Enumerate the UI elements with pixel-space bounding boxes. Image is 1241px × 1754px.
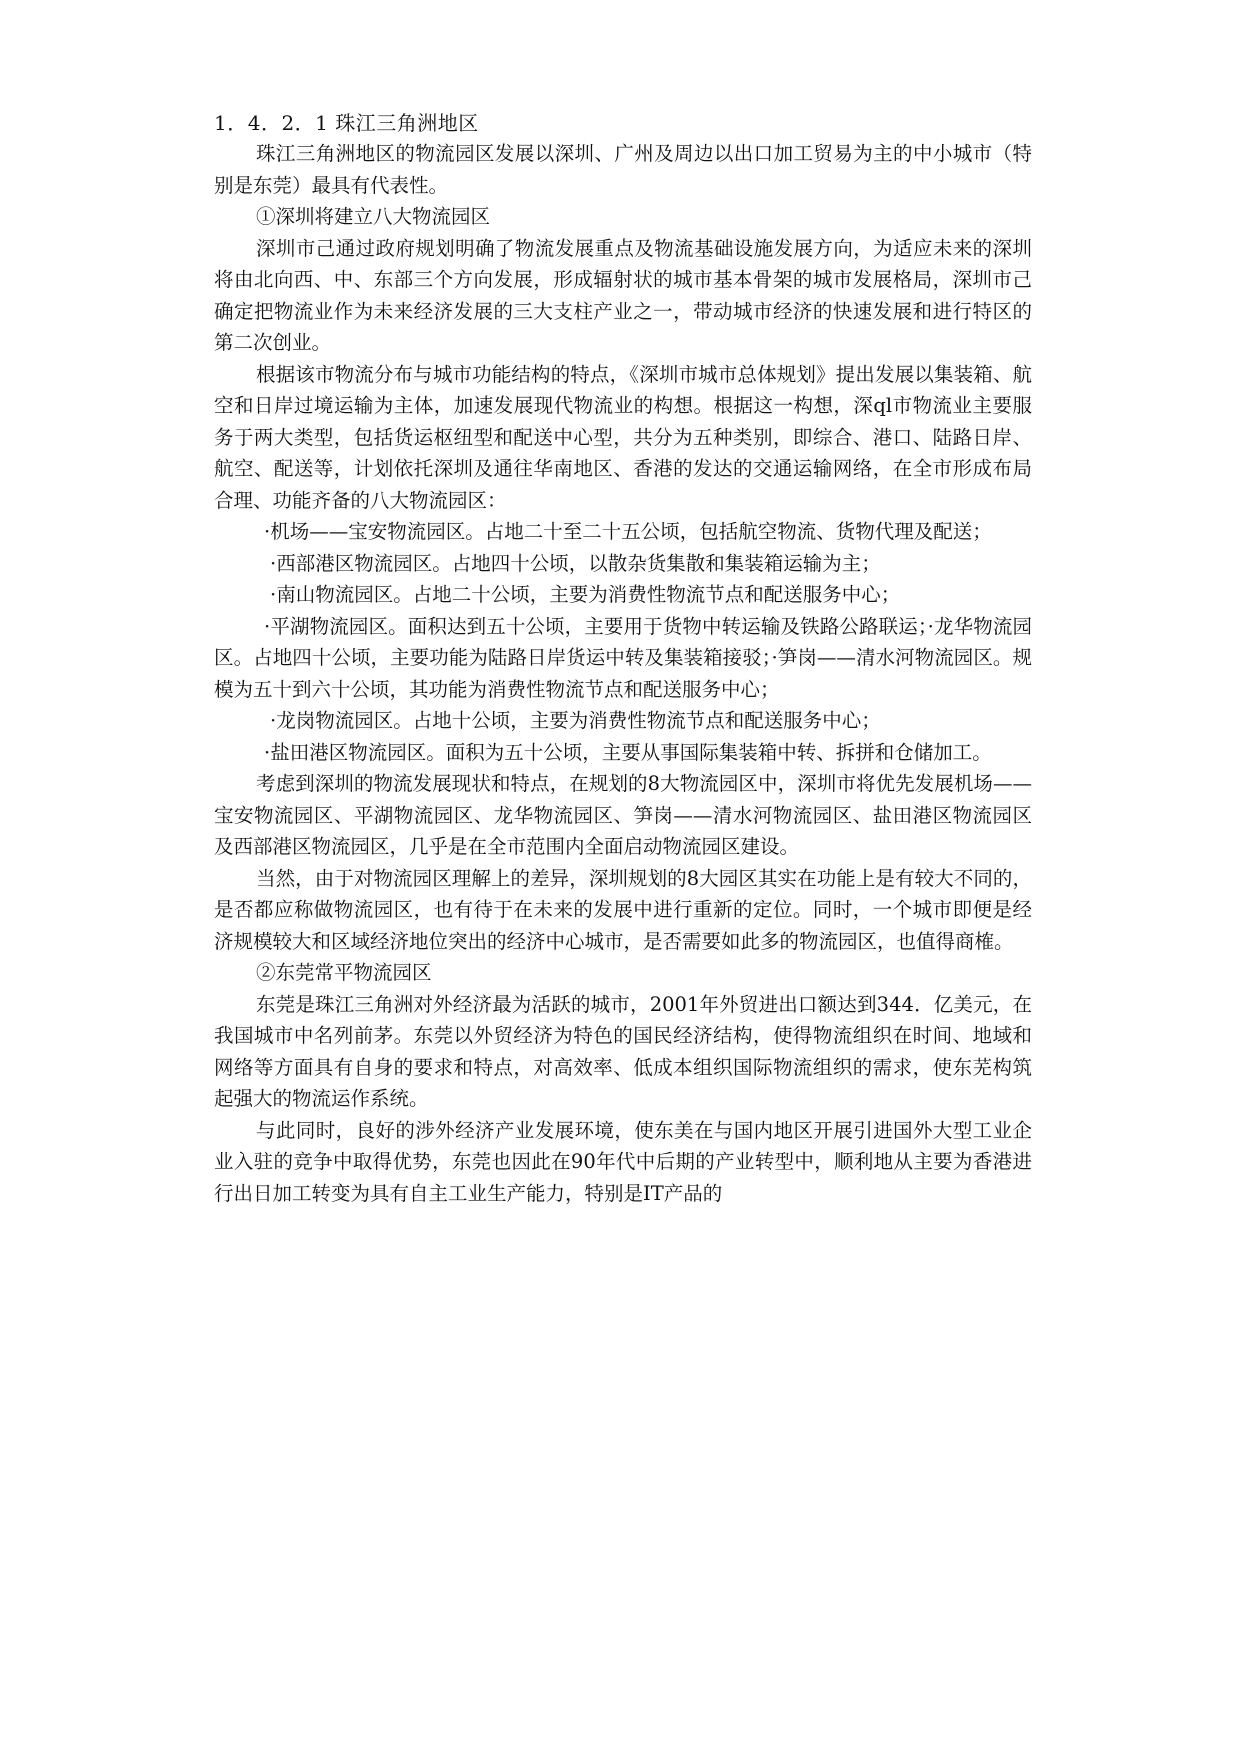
bullet-item-nanshan: ·南山物流园区。占地二十公顷，主要为消费性物流节点和配送服务中心； (270, 583, 901, 606)
bullet-item-pinghu-longhua-sungang: ·平湖物流园区。面积达到五十公顷，主要用于货物中转运输及铁路公路联运；·龙华物流园区。占地四十公顷，主要功能为陆路日岸货运中转及集装箱接驳；·笋岗——清水河物流园区。规模为五十到六十公顷，其功能为消费性物流节点和配送服务中心； (214, 614, 1032, 701)
subsection-title-shenzhen: ①深圳将建立八大物流园区 (256, 205, 491, 228)
bullet-item-longgang: ·龙岗物流园区。占地十公顷，主要为消费性物流节点和配送服务中心； (270, 709, 881, 732)
subsection-title-dongguan: ②东莞常平物流园区 (256, 961, 432, 984)
intro-paragraph: 珠江三角洲地区的物流园区发展以深圳、广州及周边以出口加工贸易为主的中小城市（特别是东莞）最具有代表性。 (214, 142, 1032, 197)
paragraph-shenzhen-planning: 深圳市己通过政府规划明确了物流发展重点及物流基础设施发展方向，为适应未来的深圳将由北向西、中、东部三个方向发展，形成辐射状的城市基本骨架的城市发展格局，深圳市己确定把物流业作为未来经济发展的三大支柱产业之一，带动城市经济的快速发展和进行特区的第二次创业。 (214, 236, 1032, 354)
bullet-item-yantian: ·盐田港区物流园区。面积为五十公顷，主要从事国际集装箱中转、拆拼和仓储加工。 (264, 740, 992, 764)
bullet-item-western-port: ·西部港区物流园区。占地四十公顷，以散杂货集散和集装箱运输为主； (270, 551, 881, 575)
paragraph-shenzhen-structure: 根据该市物流分布与城市功能结构的特点，《深圳市城市总体规划》提出发展以集装箱、航空和日岸过境运输为主体，加速发展现代物流业的构想。根据这一构想，深ql市物流业主要服务于两大类型，包括货运枢纽型和配送中心型，共分为五种类别，即综合、港口、陆路日岸、航空、配送等，计划依托深圳及通往华南地区、香港的发达的交通运输网络，在全市形成布局合理、功能齐备的八大物流园区： (214, 362, 1032, 512)
paragraph-dongguan-economy: 东莞是珠江三角洲对外经济最为活跃的城市，2001年外贸进出口额达到344．亿美元，在我国城市中名列前茅。东莞以外贸经济为特色的国民经济结构，使得物流组织在时间、地域和网络等方面具有自身的要求和特点，对高效率、低成本组织国际物流组织的需求，使东芜构筑起强大的物流运作系统。 (214, 992, 1032, 1110)
paragraph-function-differences: 当然，由于对物流园区理解上的差异，深圳规划的8大园区其实在功能上是有较大不同的，是否都应称做物流园区，也有待于在未来的发展中进行重新的定位。同时，一个城市即便是经济规模较大和区域经济地位突出的经济中心城市，是否需要如此多的物流园区，也值得商榷。 (214, 866, 1032, 953)
bullet-item-airport: ·机场——宝安物流园区。占地二十至二十五公顷，包括航空物流、货物代理及配送； (264, 520, 992, 543)
paragraph-dongguan-industry: 与此同时，良好的涉外经济产业发展环境，使东美在与国内地区开展引进国外大型工业企业入驻的竞争中取得优势，东莞也因此在90年代中后期的产业转型中，顺利地从主要为香港进行出日加工转变为具有自主工业生产能力，特别是IT产品的 (214, 1118, 1032, 1205)
section-heading: 1．4．2．1 珠江三角洲地区 (214, 111, 479, 135)
document-page (214, 108, 1032, 1209)
paragraph-priority-parks: 考虑到深圳的物流发展现状和特点，在规划的8大物流园区中，深圳市将优先发展机场——宝安物流园区、平湖物流园区、龙华物流园区、笋岗——清水河物流园区、盐田港区物流园区及西部港区物流园区，几乎是在全市范围内全面启动物流园区建设。 (214, 772, 1032, 858)
